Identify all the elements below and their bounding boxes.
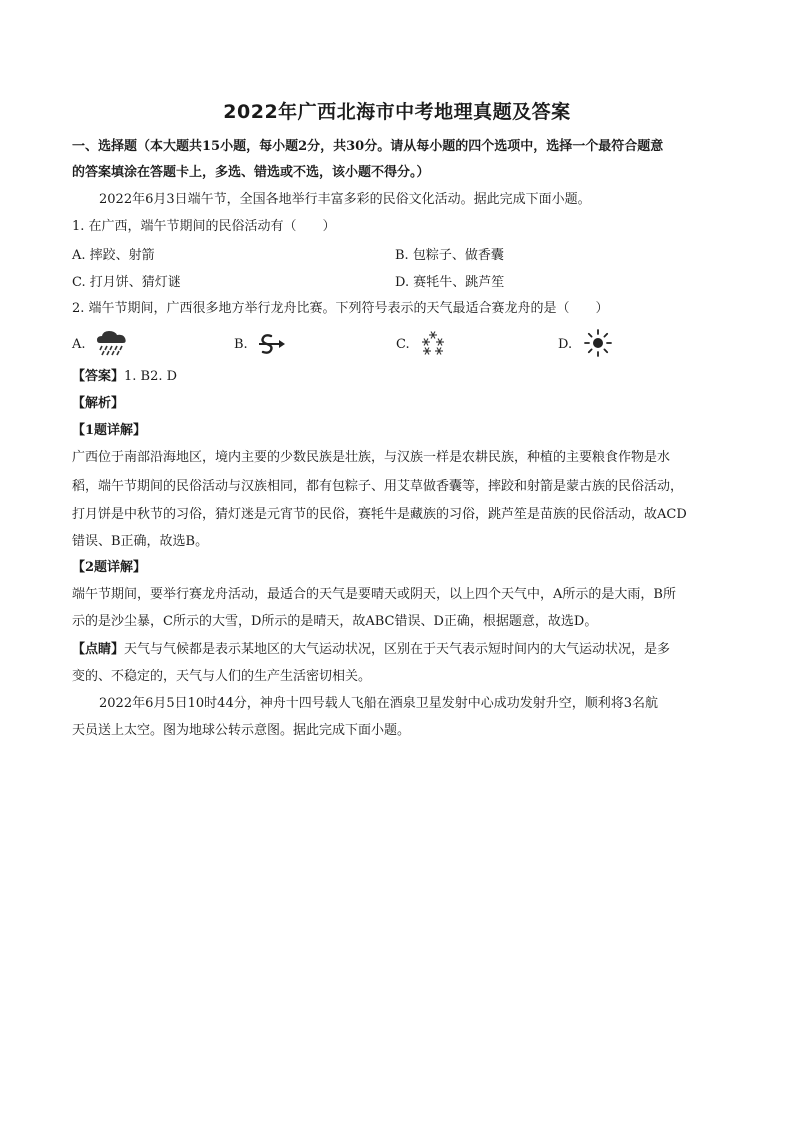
detail-1-line-4: 错误、B正确，故选B。 — [72, 534, 209, 549]
detail-2-tag: 【2题详解】 — [72, 560, 147, 575]
intro-paragraph-2-line-2: 天员送上太空。图为地球公转示意图。据此完成下面小题。 — [72, 723, 411, 738]
intro-paragraph-2-line-1: 2022年6月5日10时44分，神舟十四号载人飞船在酒泉卫星发射中心成功发射升空，顺利将3名航 — [99, 696, 658, 711]
detail-2-line-2: 示的是沙尘暴，C所示的大雪，D所示的是晴天，故ABC错误、D正确，根据题意，故选D。 — [72, 614, 598, 629]
page-title: 2022年广西北海市中考地理真题及答案 — [223, 101, 571, 123]
sunny-icon — [584, 329, 612, 361]
q2-option-a: A. — [72, 337, 86, 352]
q2-option-d: D. — [558, 337, 573, 352]
detail-2-line-1: 端午节期间，要举行赛龙舟活动，最适合的天气是要晴天或阴天，以上四个天气中，A所示的是大雨，B所 — [72, 587, 676, 602]
tip-line-2: 变的、不稳定的，天气与人们的生产生活密切相关。 — [72, 669, 372, 684]
question-2-stem: 2. 端午节期间，广西很多地方举行龙舟比赛。下列符号表示的天气最适合赛龙舟的是（ ） — [72, 301, 609, 316]
analysis-tag: 【解析】 — [72, 396, 125, 411]
heavy-rain-icon — [96, 330, 128, 360]
detail-1-line-3: 打月饼是中秋节的习俗，猜灯迷是元宵节的民俗，赛牦牛是藏族的习俗，跳芦笙是苗族的民俗活动，故ACD — [72, 507, 687, 522]
answer-text: 1. B2. D — [124, 369, 178, 384]
q1-option-b: B. 包粽子、做香囊 — [395, 248, 504, 263]
intro-paragraph-1: 2022年6月3日端午节，全国各地举行丰富多彩的民俗文化活动。据此完成下面小题。 — [99, 192, 591, 207]
answer-line — [72, 368, 722, 386]
detail-1-line-1: 广西位于南部沿海地区，境内主要的少数民族是壮族，与汉族一样是农耕民族，种植的主要粮食作物是水 — [72, 450, 671, 465]
q1-option-c: C. 打月饼、猜灯谜 — [72, 275, 181, 290]
detail-1-line-2: 稻，端午节期间的民俗活动与汉族相同，都有包粽子、用艾草做香囊等，摔跤和射箭是蒙古族的民俗活动， — [72, 479, 684, 494]
q2-option-b: B. — [234, 337, 248, 352]
heavy-snow-icon — [419, 329, 447, 361]
tip-line-1 — [72, 641, 722, 659]
detail-1-tag: 【1题详解】 — [72, 423, 147, 438]
sandstorm-icon — [256, 333, 286, 359]
tip-text-1: 天气与气候都是表示某地区的大气运动状况，区别在于天气表示短时间内的大气运动状况，是多 — [124, 642, 671, 657]
answer-tag: 【答案】 — [72, 369, 125, 384]
q2-option-c: C. — [396, 337, 410, 352]
question-1-stem: 1. 在广西，端午节期间的民俗活动有（ ） — [72, 219, 336, 234]
q1-option-a: A. 摔跤、射箭 — [72, 248, 155, 263]
section-heading-line1: 一、选择题（本大题共15小题，每小题2分，共30分。请从每小题的四个选项中，选择一个最符合题意 — [72, 139, 664, 154]
tip-tag: 【点睛】 — [72, 642, 125, 657]
q1-option-d: D. 赛牦牛、跳芦笙 — [395, 275, 505, 290]
section-heading-line2: 的答案填涂在答题卡上，多选、错选或不选，该小题不得分。） — [72, 165, 430, 180]
